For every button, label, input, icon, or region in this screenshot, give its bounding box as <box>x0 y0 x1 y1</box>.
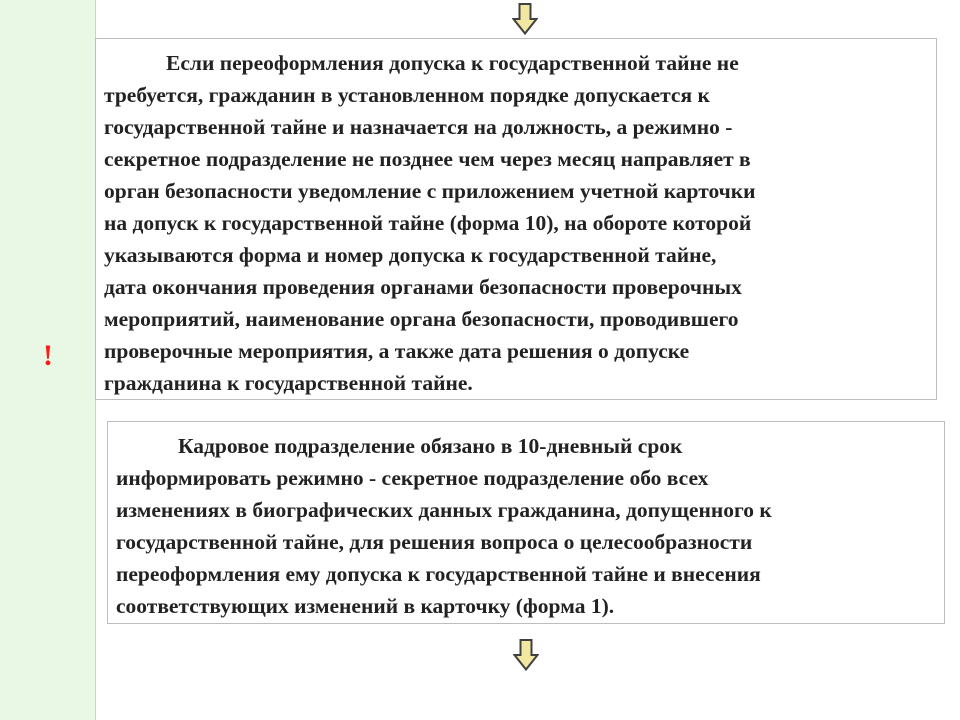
hr-duty-textbox <box>107 421 945 624</box>
exclamation-marker: ! <box>43 339 53 372</box>
left-sidebar-panel <box>0 0 96 720</box>
access-notice-textbox <box>95 38 937 400</box>
access-notice-text: Если переоформления допуска к государственной тайне не требуется, гражданин в установленном порядке допускается к государственной тайне и назначается на должность, а режимно - секретное подразделение не позднее чем через месяц направляет в орган безопасности уведомление с приложением учетной карточки на допуск к государственной тайне (форма 10), на обороте которой указываются форма и номер допуска к государственной тайне, дата окончания проведения органами безопасности проверочных мероприятий, наименование органа безопасности, проводившего проверочные мероприятия, а также дата решения о допуске гражданина к государственной тайне. <box>104 51 756 395</box>
hr-duty-text: Кадровое подразделение обязано в 10-дневный срок информировать режимно - секретное подразделение обо всех изменениях в биографических данных гражданина, допущенного к государственной тайне, для решения вопроса о целесообразности переоформления ему допуска к государственной тайне и внесения соответствующих изменений в карточку (форма 1). <box>116 434 772 618</box>
arrow-down-icon <box>512 3 538 35</box>
arrow-down-icon <box>513 639 539 671</box>
